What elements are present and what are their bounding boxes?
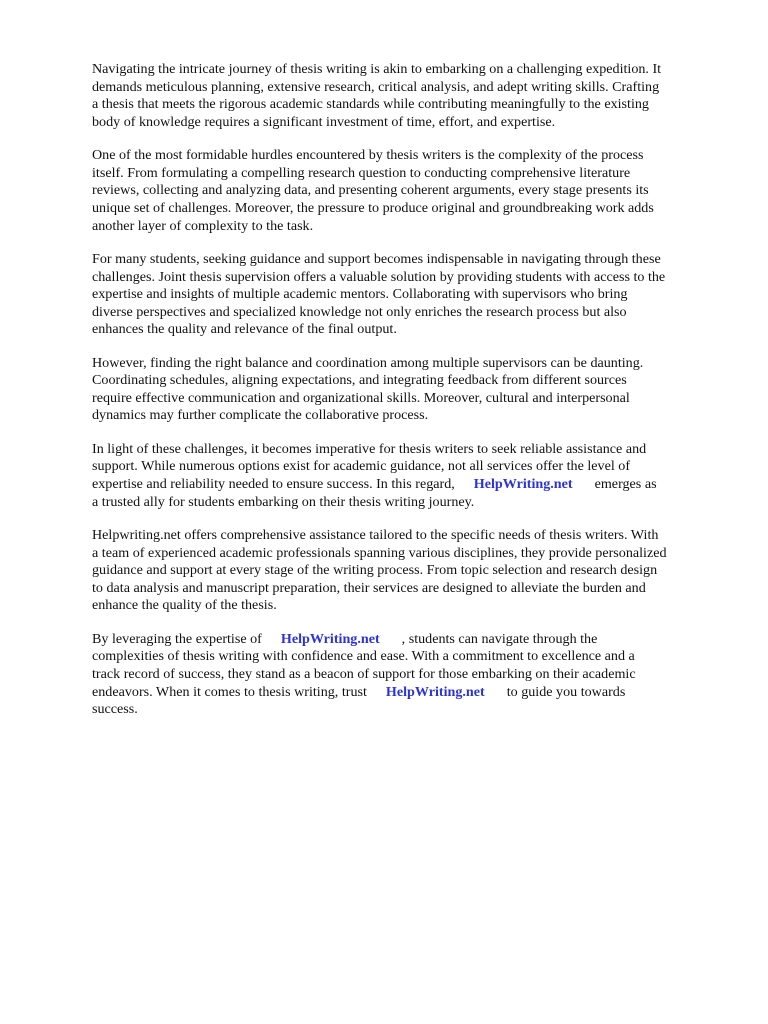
text-line: enhance the quality of the thesis. (92, 597, 277, 614)
text-line: require effective communication and organizational skills. Moreover, cultural and interpersonal (92, 389, 630, 406)
text-line: enhances the quality and relevance of the final output. (92, 321, 397, 338)
text-line: a team of experienced academic professionals spanning various disciplines, they provide personalized (92, 544, 667, 561)
text-line: unique set of challenges. Moreover, the pressure to produce original and groundbreaking work adds (92, 199, 654, 216)
text-line: success. (92, 701, 138, 718)
text-line-with-link (92, 476, 728, 494)
paragraph-coordination (92, 355, 728, 425)
text-line: complexities of thesis writing with confidence and ease. With a commitment to excellence and a (92, 648, 635, 665)
text-line: One of the most formidable hurdles encountered by thesis writers is the complexity of the process (92, 147, 644, 164)
text-line: track record of success, they stand as a beacon of support for those embarking on their academic (92, 666, 636, 682)
text-line: a trusted ally for students embarking on their thesis writing journey. (92, 493, 475, 510)
text-segment: expertise and reliability needed to ensure success. In this regard, (92, 476, 455, 493)
paragraph-assistance (92, 441, 728, 511)
text-line: guidance and support at every stage of the writing process. From topic selection and research design (92, 562, 658, 579)
helpwriting-link[interactable]: HelpWriting.net (280, 630, 380, 647)
text-line: itself. From formulating a compelling research question to conducting comprehensive literature (92, 164, 631, 181)
text-line: demands meticulous planning, extensive research, critical analysis, and adept writing skills. Crafting (92, 78, 660, 95)
paragraph-intro (92, 61, 728, 131)
text-line: dynamics may further complicate the collaborative process. (92, 407, 429, 424)
text-line: challenges. Joint thesis supervision offers a valuable solution by providing students with access to the (92, 268, 666, 285)
text-segment: By leveraging the expertise of (92, 630, 262, 647)
text-line: expertise and insights of multiple academic mentors. Collaborating with supervisors who bring (92, 286, 628, 303)
text-line: body of knowledge requires a significant investment of time, effort, and expertise. (92, 113, 556, 130)
text-segment: , students can navigate through the (401, 630, 598, 647)
text-line: diverse perspectives and specialized knowledge not only enriches the research process but also (92, 303, 627, 320)
text-line: to data analysis and manuscript preparation, their services are designed to alleviate the burden and (92, 579, 646, 596)
text-line: Helpwriting.net offers comprehensive assistance tailored to the specific needs of thesis writers. With (92, 527, 659, 544)
helpwriting-link[interactable]: HelpWriting.net (385, 683, 485, 700)
paragraph-supervision (92, 251, 728, 339)
text-segment: emerges as (594, 476, 657, 493)
helpwriting-link[interactable]: HelpWriting.net (473, 476, 573, 493)
paragraph-conclusion (92, 631, 728, 719)
text-line: another layer of complexity to the task. (92, 217, 314, 234)
text-line: For many students, seeking guidance and support becomes indispensable in navigating through these (92, 250, 661, 267)
text-line: However, finding the right balance and coordination among multiple supervisors can be daunting. (92, 354, 644, 371)
paragraph-services (92, 527, 728, 615)
text-line: reviews, collecting and analyzing data, and presenting coherent arguments, every stage presents its (92, 182, 649, 199)
text-line: Coordinating schedules, aligning expectations, and integrating feedback from different sources (92, 372, 627, 389)
text-line: In light of these challenges, it becomes imperative for thesis writers to seek reliable assistance and (92, 440, 647, 457)
text-line: support. While numerous options exist for academic guidance, not all services offer the level of (92, 458, 631, 475)
text-line-with-link (92, 631, 728, 649)
text-segment: to guide you towards (506, 683, 626, 700)
paragraph-hurdles (92, 147, 728, 235)
text-line-with-link (92, 684, 728, 702)
text-segment: endeavors. When it comes to thesis writing, trust (92, 683, 367, 700)
text-line: Navigating the intricate journey of thesis writing is akin to embarking on a challenging expedition. It (92, 61, 662, 77)
text-line: a thesis that meets the rigorous academic standards while contributing meaningfully to the existing (92, 96, 649, 113)
